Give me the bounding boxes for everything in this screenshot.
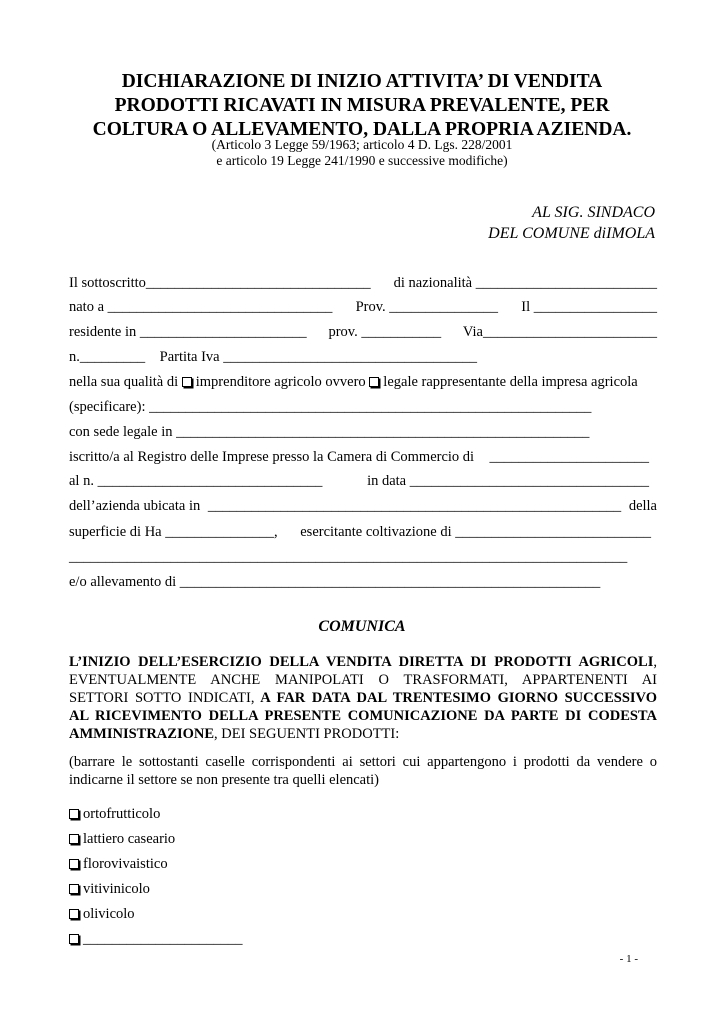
legal-seat-field[interactable]: con sede legale in _________________________________________________________ xyxy=(69,424,590,440)
sector-item-other[interactable] xyxy=(69,930,243,948)
form-line-farm-location xyxy=(69,497,657,515)
street-field[interactable]: Via________________________ xyxy=(462,324,657,340)
title-line-3: COLTURA O ALLEVAMENTO, DALLA PROPRIA AZIENDA. xyxy=(92,119,632,140)
specify-field[interactable]: (specificare): _____________________________________________________________ xyxy=(69,399,592,415)
residence-field[interactable]: residente in _______________________ xyxy=(69,324,307,340)
instruction-note xyxy=(69,753,657,789)
form-line-name xyxy=(69,274,657,292)
communication-paragraph xyxy=(69,653,657,743)
para-line-3-normal: SETTORI SOTTO INDICATI, xyxy=(69,690,255,706)
addressee xyxy=(488,202,655,244)
title-line-1: DICHIARAZIONE DI INIZIO ATTIVITA’ DI VENDITA xyxy=(121,71,603,92)
livestock-field[interactable]: e/o allevamento di __________________________________________________________ xyxy=(69,574,601,590)
checkbox-icon[interactable] xyxy=(69,934,79,944)
form-line-vat xyxy=(69,348,657,366)
form-line-register xyxy=(69,448,649,466)
surface-field[interactable]: superficie di Ha _______________, xyxy=(69,524,278,540)
farm-location-field[interactable]: _________________________________________________________ xyxy=(207,498,622,514)
para-line-1 xyxy=(69,653,657,671)
para-line-3 xyxy=(69,689,657,707)
form-line-registration xyxy=(69,472,649,490)
farm-location-tail: della xyxy=(628,498,657,514)
sector-item-ortofrutticolo[interactable] xyxy=(69,805,160,823)
nationality-field[interactable]: di nazionalità _________________________ xyxy=(393,275,657,291)
addressee-line-1: AL SIG. SINDACO xyxy=(532,204,655,221)
registration-date-field[interactable]: in data _________________________________ xyxy=(367,473,649,489)
checkbox-icon[interactable] xyxy=(69,884,79,894)
subtitle-line-1: (Articolo 3 Legge 59/1963; articolo 4 D. Lgs. 228/2001 xyxy=(211,137,513,152)
register-label: iscritto/a al Registro delle Imprese presso la Camera di Commercio di xyxy=(69,449,475,465)
para-line-3-bold: A FAR DATA DAL TRENTESIMO GIORNO SUCCESSIVO xyxy=(254,690,657,706)
residence-province-field[interactable]: prov. ___________ xyxy=(328,324,442,340)
sector-label: lattiero caseario xyxy=(83,831,176,847)
birth-date-field[interactable]: Il _________________ xyxy=(521,299,657,315)
sector-label: ortofrutticolo xyxy=(83,806,161,822)
subtitle-line-2: e articolo 19 Legge 241/1990 e successive modifiche) xyxy=(216,153,508,168)
sector-label: olivicolo xyxy=(83,906,135,922)
para-line-1-tail: , xyxy=(653,654,657,670)
para-line-5-tail: , DEI SEGUENTI PRODOTTI: xyxy=(214,726,400,742)
sector-item-vitivinicolo[interactable] xyxy=(69,880,150,898)
title-line-2: PRODOTTI RICAVATI IN MISURA PREVALENTE, PER xyxy=(114,95,610,116)
birth-province-field[interactable]: Prov. _______________ xyxy=(355,299,499,315)
cultivation-continuation-field[interactable]: _____________________________________________________________________________ xyxy=(69,549,628,565)
note-line-1: (barrare le sottostanti caselle corrispondenti ai settori cui appartengono i prodotti da vendere o xyxy=(69,754,657,770)
addressee-line-2: DEL COMUNE diIMOLA xyxy=(488,225,655,242)
para-line-2: EVENTUALMENTE ANCHE MANIPOLATI O TRASFORMATI, APPARTENENTI AI xyxy=(69,672,657,688)
checkbox-icon[interactable] xyxy=(69,809,79,819)
document-title xyxy=(60,70,664,142)
role-option-farmer: imprenditore agricolo ovvero xyxy=(195,374,366,390)
para-line-5 xyxy=(69,725,657,743)
form-line-role xyxy=(69,373,657,391)
chamber-field[interactable]: ______________________ xyxy=(489,449,649,465)
checkbox-farmer-icon[interactable] xyxy=(182,377,192,387)
form-line-surface xyxy=(69,523,651,541)
sector-item-olivicolo[interactable] xyxy=(69,905,135,923)
checkbox-icon[interactable] xyxy=(69,909,79,919)
birthplace-field[interactable]: nato a _______________________________ xyxy=(69,299,333,315)
registration-number-field[interactable]: al n. _______________________________ xyxy=(69,473,323,489)
street-number-field[interactable]: n._________ xyxy=(69,349,146,365)
undersigned-field[interactable]: Il sottoscritto_______________________________ xyxy=(69,275,371,291)
para-line-1-bold: L’INIZIO DELL’ESERCIZIO DELLA VENDITA DIRETTA DI PRODOTTI AGRICOLI xyxy=(69,654,654,670)
checkbox-legal-rep-icon[interactable] xyxy=(369,377,379,387)
checkbox-icon[interactable] xyxy=(69,834,79,844)
sector-label: florovivaistico xyxy=(83,856,168,872)
legal-references xyxy=(60,137,664,169)
vat-number-field[interactable]: Partita Iva ___________________________________ xyxy=(159,349,477,365)
para-line-4: AL RICEVIMENTO DELLA PRESENTE COMUNICAZIONE DA PARTE DI CODESTA xyxy=(69,708,657,724)
role-option-legal-rep: legale rappresentante della impresa agricola xyxy=(383,374,638,390)
farm-location-label: dell’azienda ubicata in xyxy=(69,498,201,514)
form-line-birth xyxy=(69,298,657,316)
role-label: nella sua qualità di xyxy=(69,374,179,390)
sector-item-lattiero-caseario[interactable] xyxy=(69,830,175,848)
checkbox-icon[interactable] xyxy=(69,859,79,869)
sector-other-field[interactable]: ______________________ xyxy=(83,931,243,947)
cultivation-field[interactable]: esercitante coltivazione di ___________________________ xyxy=(300,524,651,540)
comunica-heading: COMUNICA xyxy=(318,618,406,635)
note-line-2: indicarne il settore se non presente tra quelli elencati) xyxy=(69,772,380,788)
para-line-5-bold: AMMINISTRAZIONE xyxy=(69,726,215,742)
page-number: - 1 - xyxy=(619,953,638,965)
sector-label: vitivinicolo xyxy=(83,881,150,897)
sector-item-florovivaistico[interactable] xyxy=(69,855,168,873)
form-line-residence xyxy=(69,323,657,341)
